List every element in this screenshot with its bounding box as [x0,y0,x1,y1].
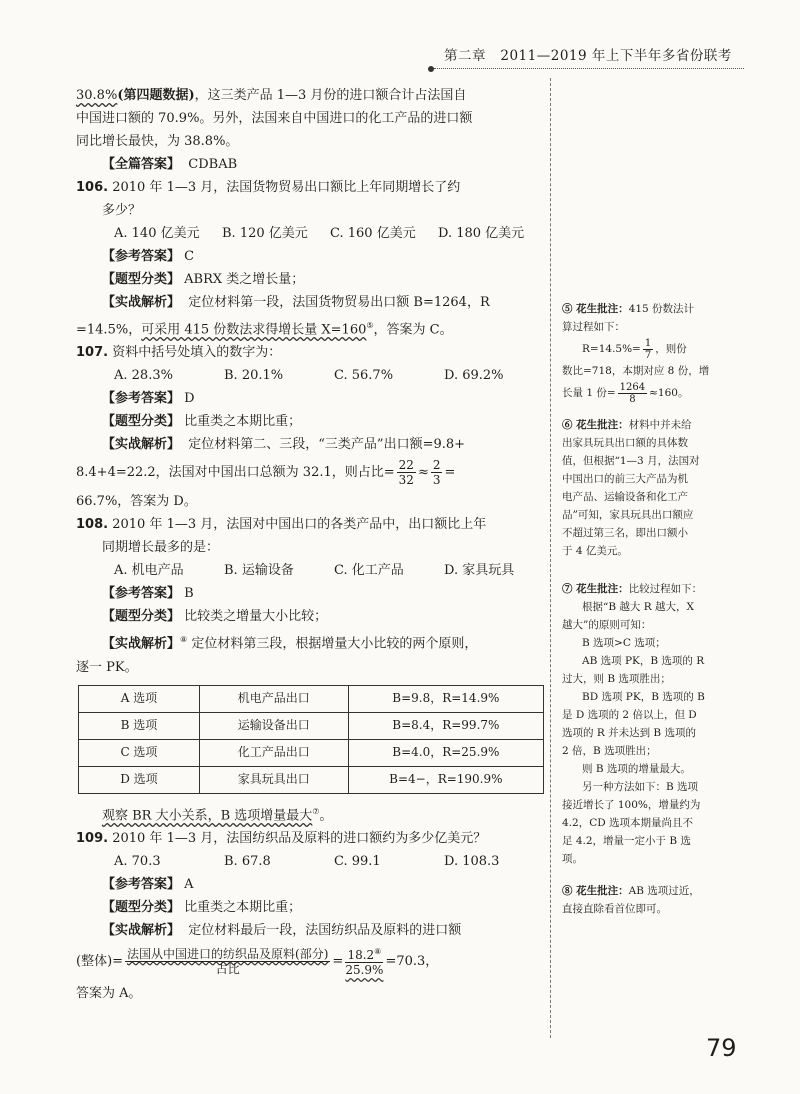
q107-type-value: 比重类之本期比重； [184,414,302,430]
solve-label: 【实战解析】 [102,295,181,310]
q108-comparison-table [78,685,544,794]
q107-fraction-1 [397,458,416,487]
fraction-denominator: 3 [432,473,441,488]
table-cell: 运输设备出口 [199,712,348,739]
q106-option-d: D. 180 亿美元 [438,226,525,241]
q107-option-b: B. 20.1% [224,368,284,384]
q109-option-c: C. 99.1 [334,853,381,869]
note-6-line: 值，但根据“1—3 月，法国对 [562,455,700,467]
q107-solve-3: 66.7%，答案为 D。 [76,494,197,510]
q107-fraction-2 [431,458,443,487]
q106-option-b: B. 120 亿美元 [222,226,308,241]
q107-answer-value: D [184,391,195,407]
note-5-fraction-2 [618,382,647,405]
fraction-numerator: 1 [644,337,652,349]
solve-label: 【实战解析】 [102,922,181,938]
q109-lhs: (整体)= [76,953,124,969]
q109-formula [76,942,546,982]
note-5-line: ，则份 [655,343,687,355]
q106-option-c: C. 160 亿美元 [330,226,416,241]
q106-solve-2 [76,314,546,341]
equals-sign: = [444,465,456,481]
q109-type [76,896,546,919]
q106-answer-value: C [184,249,195,264]
note-6-line: 电产品、运输设备和化工产 [562,491,688,503]
table-cell: D 选项 [79,766,200,793]
q109-options [76,850,546,873]
q109-option-b: B. 67.8 [224,853,271,869]
type-label: 【题型分类】 [102,414,181,430]
note-6 [562,416,722,560]
q108-solve [76,628,546,655]
q108-number: 108. [76,517,109,533]
chapter-label: 第二章 [444,48,486,64]
table-cell: 化工产品出口 [199,739,348,766]
note-7-line: 足 4.2，增量一定小于 B 选 [562,835,691,847]
type-label: 【题型分类】 [102,899,181,915]
note-7-line: B 选项>C 选项； [582,637,666,649]
q107-option-a: A. 28.3% [114,368,173,384]
q109-option-d: D. 108.3 [444,853,500,869]
approx-sign: ≈ [417,465,429,481]
q108-solve-1: 定位材料第三段，根据增量大小比较的两个原则， [191,636,478,652]
q108-options [76,559,546,582]
note-6-line: 出家具玩具出口额的具体数 [562,437,688,449]
q106-option-a: A. 140 亿美元 [114,226,200,241]
full-answers [76,153,546,176]
table-cell: 家具玩具出口 [199,766,348,793]
q108-stem [76,513,546,536]
header-rule [434,68,744,69]
q107-number: 107. [76,345,109,361]
table-cell: C 选项 [79,739,200,766]
note-6-head: ⑥ 花生批注： [562,419,629,431]
q106-solve-2b: 可采用 415 份数法求得增长量 X=160 [141,322,367,338]
q108-conclusion [76,800,546,827]
note-ref-8b: ⑧ [374,947,382,957]
fraction-denominator: 7 [644,349,652,361]
fraction-numerator: 22 [398,458,414,473]
q109-type-value: 比重类之本期比重； [184,899,302,915]
table-row [79,766,544,793]
fraction-denominator: 25.9% [345,963,384,978]
note-7-line: BD 选项 PK，B 选项的 B [582,691,705,703]
note-5-line: R=14.5%= [582,343,641,355]
q108-option-c: C. 化工产品 [334,563,404,579]
solve-label: 【实战解析】 [102,636,181,652]
q109-number: 109. [76,830,109,846]
q106-solve-1: 定位材料第一段，法国货物贸易出口额 B=1264，R [188,295,490,310]
fraction-numerator [345,945,383,963]
q106-solve-2a: =14.5%， [76,322,142,338]
note-7-line: 是 D 选项的 2 倍以上，但 D [562,709,697,721]
q109-answer [76,873,546,896]
q109-fraction-2 [345,945,383,977]
side-notes [562,300,722,928]
q106-stem-1: 2010 年 1—3 月，法国货物贸易出口额比上年同期增长了约 [112,180,461,195]
table-cell: B=4−，R=190.9% [348,766,543,793]
table-row [79,712,544,739]
note-7-line: 则 B 选项的增量最大。 [582,763,691,775]
q106-solve-2c: ，答案为 C。 [373,322,453,338]
q107-stem-text: 资料中括号处填入的数字为： [112,345,282,361]
note-7-line: 过大，则 B 选项胜出； [562,673,671,685]
note-7-line: 2 倍，B 选项胜出； [562,745,657,757]
intro-line-1 [76,84,546,107]
page-number: 79 [706,1034,737,1062]
q108-type [76,605,546,628]
chapter-title: 2011—2019 年上下半年多省份联考 [500,48,732,64]
note-5-fraction-1 [643,338,653,361]
running-header [444,44,732,64]
note-5-line: ≈160。 [649,387,689,399]
q107-stem [76,341,546,364]
header-dot [428,66,434,72]
note-7 [562,580,722,868]
answer-label: 【参考答案】 [102,586,181,602]
main-column [76,84,546,1005]
answer-label: 【参考答案】 [102,391,181,407]
note-ref-8: ⑧ [180,635,188,645]
type-label: 【题型分类】 [102,272,181,287]
q106-stem [76,176,546,199]
table-row [79,685,544,712]
q109-answer-value: A [184,876,194,892]
q106-stem-2: 多少？ [102,203,142,218]
note-6-line: 不超过第三名，即出口额小 [562,527,688,539]
q107-answer [76,387,546,410]
q106-solve [76,291,546,314]
q109-option-a: A. 70.3 [114,853,161,869]
q106-number: 106. [76,180,109,195]
table-row [79,739,544,766]
note-6-line: 于 4 亿美元。 [562,545,628,557]
solve-label: 【实战解析】 [102,437,181,453]
q107-solve [76,433,546,456]
q109-result: =70.3， [385,953,439,969]
table-cell: B=8.4，R=99.7% [348,712,543,739]
fraction-numerator: 2 [432,458,441,473]
q108-solve-2: 逐一 PK。 [76,659,138,675]
note-ref-5: ⑤ [366,321,374,330]
answer-label: 【参考答案】 [102,876,181,892]
q107-solve-1: 定位材料第二、三段，“三类产品”出口额=9.8+ [188,437,466,453]
note-8 [562,882,722,918]
q106-type [76,268,546,291]
q108-answer [76,582,546,605]
column-divider [550,78,551,1038]
q109-stem [76,827,546,850]
note-7-head: ⑦ 花生批注： [562,583,629,595]
q109-final: 答案为 A。 [76,985,142,1001]
q108-stem-1: 2010 年 1—3 月，法国对中国出口的各类产品中，出口额比上年 [112,517,487,533]
note-7-line: AB 选项 PK，B 选项的 R [582,655,705,667]
q107-option-d: D. 69.2% [444,368,504,384]
type-label: 【题型分类】 [102,609,181,625]
q108-option-d: D. 家具玩具 [444,563,515,579]
q108-conclusion-end: 。 [319,807,333,823]
intro-line-3: 同比增长最快，为 38.8%。 [76,134,239,149]
fraction-numerator: 法国从中国进口的纺织品及原料(部分) [127,946,329,961]
note-5-line: 415 份数法计 [628,303,695,315]
full-answers-value: CDBAB [188,157,238,172]
note-5-line: 算过程如下： [562,321,625,333]
fraction-denominator: 8 [629,393,636,405]
q108-conclusion-text: 观察 BR 大小关系，B 选项增量最大 [102,807,313,823]
note-7-line: 选项的 R 并未达到 B 选项的 [562,727,696,739]
table-cell: B=9.8，R=14.9% [348,685,543,712]
note-ref-7: ⑦ [312,806,320,816]
q108-option-a: A. 机电产品 [114,563,184,579]
note-7-line: 接近增长了 100%，增量约为 [562,799,701,811]
note-8-line: AB 选项过近， [628,885,700,897]
q107-solve-2a: 8.4+4=22.2，法国对中国出口总额为 32.1，则占比= [76,465,395,481]
table-cell: 机电产品出口 [199,685,348,712]
q106-answer [76,245,546,268]
note-7-line: 根据“B 越大 R 越大，X [582,601,694,613]
intro-highlight-value: 30.8% [76,88,118,103]
note-5 [562,300,722,406]
q107-option-c: C. 56.7% [334,368,394,384]
note-5-head: ⑤ 花生批注： [562,303,629,315]
numerator-value: 18.2 [347,948,375,963]
q109-solve [76,919,546,942]
q108-option-b: B. 运输设备 [224,563,294,579]
note-6-line: 品”可知，家具玩具出口额应 [562,509,694,521]
q107-solve-2 [76,456,546,490]
note-7-line: 另一种方法如下：B 选项 [582,781,699,793]
note-6-line: 中国出口的前三大产品为机 [562,473,688,485]
q109-solve-1: 定位材料最后一段，法国纺织品及原料的进口额 [188,922,462,938]
table-cell: B=4.0，R=25.9% [348,739,543,766]
q108-stem-2: 同期增长最多的是： [102,540,220,556]
note-6-line: 材料中并未给 [628,419,692,431]
q108-answer-value: B [184,586,194,602]
q108-type-value: 比较类之增量大小比较； [184,609,328,625]
q106-options [76,222,546,245]
fraction-numerator: 1264 [619,381,646,393]
q106-type-value: ABRX 类之增长量； [184,272,305,287]
table-cell: A 选项 [79,685,200,712]
note-7-line: 4.2，CD 选项本期量尚且不 [562,817,693,829]
q109-stem-text: 2010 年 1—3 月，法国纺织品及原料的进口额约为多少亿美元？ [112,830,487,846]
intro-line-2: 中国进口额的 70.9%。另外，法国来自中国进口的化工产品的进口额 [76,111,473,126]
note-8-line: 直接直除看首位即可。 [562,903,667,915]
fraction-denominator: 占比 [215,961,240,976]
equals-sign: = [332,953,344,969]
answer-label: 【参考答案】 [102,249,181,264]
q109-fraction-1 [125,947,330,976]
intro-text-1: ，这三类产品 1—3 月份的进口额合计占法国自 [194,88,467,103]
note-5-line: 长量 1 份= [562,387,616,399]
note-8-head: ⑧ 花生批注： [562,885,629,897]
intro-note: (第四题数据) [117,88,195,103]
note-7-line: 项。 [562,853,583,865]
note-7-line: 越大”的原则可知： [562,619,652,631]
q107-type [76,410,546,433]
full-answers-label: 【全篇答案】 [102,157,181,172]
note-5-line: 数比=718，本期对应 8 份，增 [562,365,710,377]
table-cell: B 选项 [79,712,200,739]
q107-options [76,364,546,387]
fraction-denominator: 32 [398,473,414,488]
note-7-line: 比较过程如下： [628,583,703,595]
